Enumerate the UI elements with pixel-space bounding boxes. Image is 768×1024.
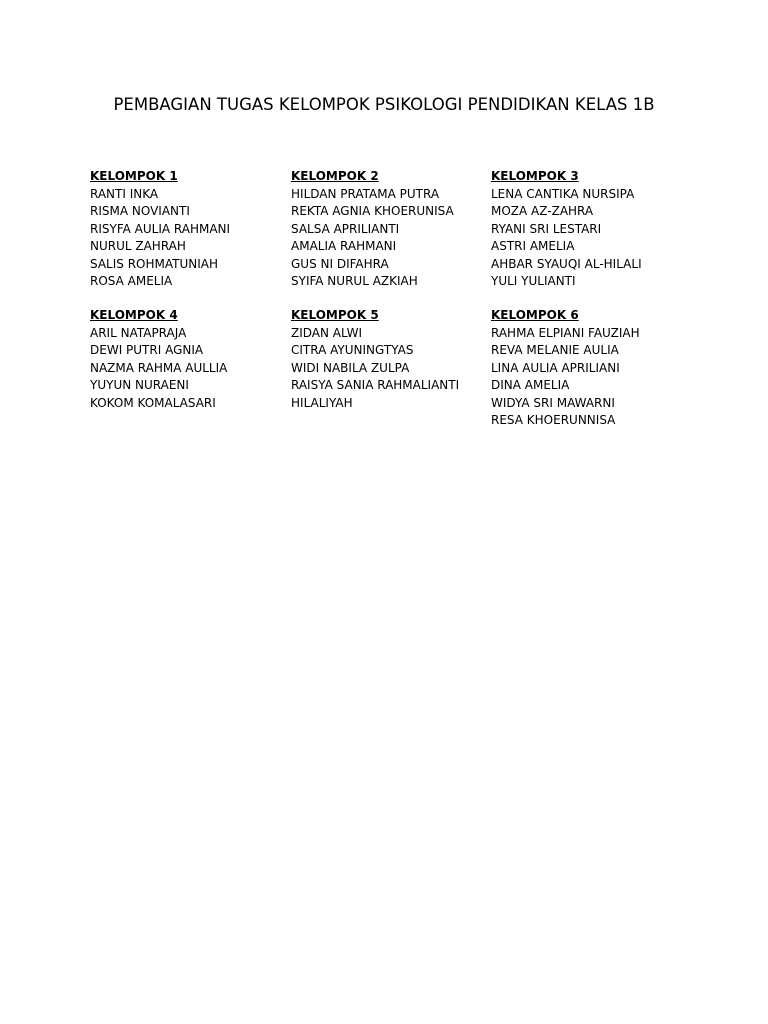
member-name: ASTRI AMELIA bbox=[491, 239, 575, 253]
member-name: ARIL NATAPRAJA bbox=[90, 325, 187, 340]
member-name: HILALIYAH bbox=[291, 395, 353, 410]
member-name: AMALIA RAHMANI bbox=[291, 239, 397, 253]
member-list bbox=[291, 186, 454, 291]
group-heading: KELOMPOK 6 bbox=[491, 308, 579, 322]
member-name: YUYUN NURAENI bbox=[90, 378, 189, 392]
member-name: REKTA AGNIA KHOERUNISA bbox=[291, 204, 454, 218]
group-kelompok-3 bbox=[491, 168, 642, 291]
member-name: RISYFA AULIA RAHMANI bbox=[90, 221, 231, 236]
member-list bbox=[491, 186, 642, 291]
group-kelompok-4 bbox=[90, 307, 227, 412]
group-heading: KELOMPOK 1 bbox=[90, 169, 178, 183]
member-list bbox=[291, 325, 459, 413]
group-heading: KELOMPOK 3 bbox=[491, 169, 579, 183]
member-name: KOKOM KOMALASARI bbox=[90, 395, 216, 410]
member-name: HILDAN PRATAMA PUTRA bbox=[291, 186, 440, 201]
member-name: REVA MELANIE AULIA bbox=[491, 343, 619, 357]
member-name: RYANI SRI LESTARI bbox=[491, 221, 602, 236]
member-name: ROSA AMELIA bbox=[90, 274, 173, 288]
member-name: CITRA AYUNINGTYAS bbox=[291, 343, 414, 357]
member-name: DEWI PUTRI AGNIA bbox=[90, 343, 204, 357]
member-name: SYIFA NURUL AZKIAH bbox=[291, 274, 418, 288]
member-name: GUS NI DIFAHRA bbox=[291, 256, 389, 271]
group-heading: KELOMPOK 4 bbox=[90, 308, 178, 322]
member-name: YULI YULIANTI bbox=[491, 274, 576, 288]
member-name: SALSA APRILIANTI bbox=[291, 221, 400, 236]
group-kelompok-6 bbox=[491, 307, 640, 430]
member-name: ZIDAN ALWI bbox=[291, 325, 362, 340]
member-list bbox=[491, 325, 640, 430]
group-kelompok-5 bbox=[291, 307, 459, 412]
member-name: RAHMA ELPIANI FAUZIAH bbox=[491, 325, 640, 340]
member-name: LINA AULIA APRILIANI bbox=[491, 360, 620, 375]
member-name: WIDYA SRI MAWARNI bbox=[491, 395, 615, 410]
group-heading: KELOMPOK 5 bbox=[291, 308, 379, 322]
member-list bbox=[90, 325, 227, 413]
member-name: DINA AMELIA bbox=[491, 378, 570, 392]
member-name: NAZMA RAHMA AULLIA bbox=[90, 360, 228, 375]
member-name: AHBAR SYAUQI AL-HILALI bbox=[491, 256, 642, 271]
member-name: RAISYA SANIA RAHMALIANTI bbox=[291, 378, 460, 392]
member-name: MOZA AZ-ZAHRA bbox=[491, 204, 594, 218]
member-name: WIDI NABILA ZULPA bbox=[291, 360, 410, 375]
member-name: NURUL ZAHRAH bbox=[90, 239, 186, 253]
group-kelompok-2 bbox=[291, 168, 454, 291]
member-list bbox=[90, 186, 230, 291]
member-name: RANTI INKA bbox=[90, 186, 159, 201]
member-name: LENA CANTIKA NURSIPA bbox=[491, 186, 635, 201]
document-title: PEMBAGIAN TUGAS KELOMPOK PSIKOLOGI PENDIDIKAN KELAS 1B bbox=[113, 95, 655, 114]
group-heading: KELOMPOK 2 bbox=[291, 169, 379, 183]
member-name: SALIS ROHMATUNIAH bbox=[90, 256, 219, 271]
member-name: RISMA NOVIANTI bbox=[90, 204, 190, 218]
group-kelompok-1 bbox=[90, 168, 230, 291]
member-name: RESA KHOERUNNISA bbox=[491, 413, 616, 427]
